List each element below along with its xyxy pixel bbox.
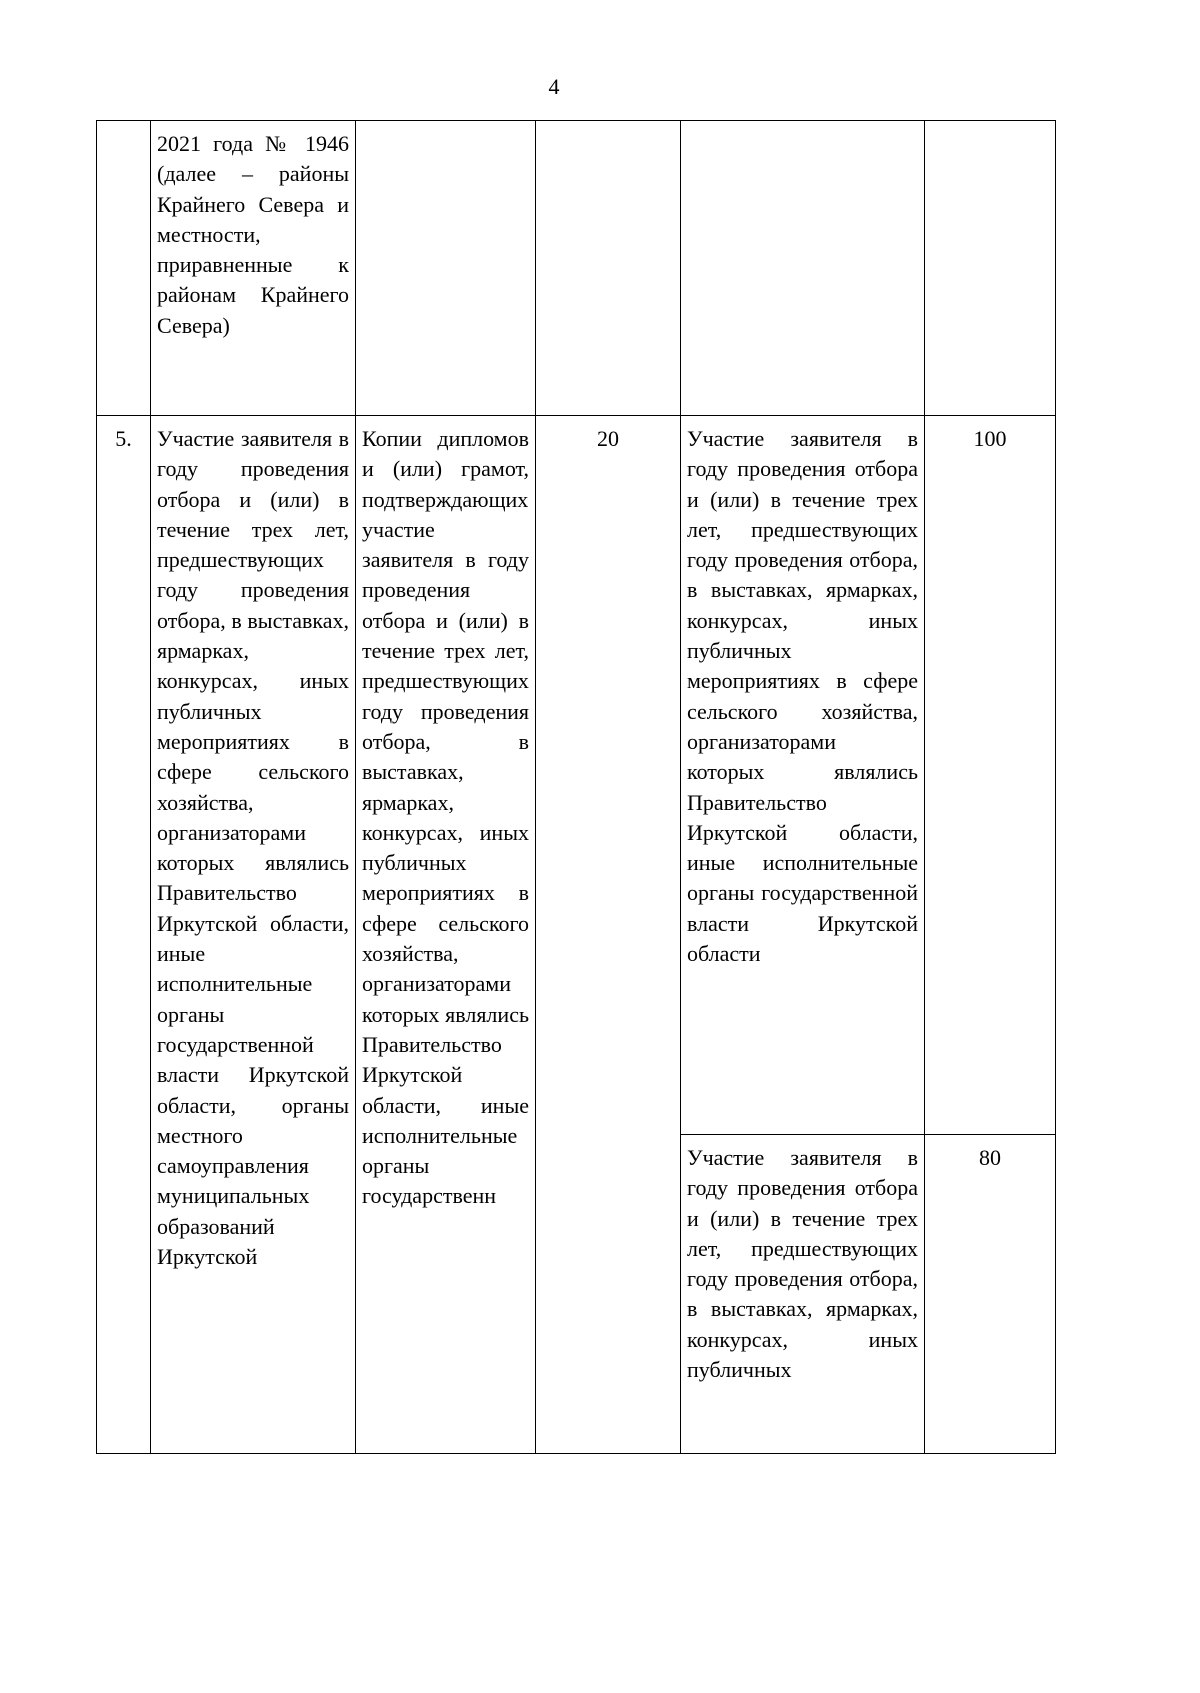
row-number-cell: 5.: [97, 416, 151, 1454]
page-number: 4: [548, 74, 560, 99]
criterion-cell: 2021 года № 1946 (далее – районы Крайнего Севера и местности, приравненные к районам Крайнего Севера): [151, 121, 356, 416]
row-number-cell: [97, 121, 151, 416]
score-cell: 80: [925, 1135, 1056, 1454]
weight-cell: 20: [536, 416, 681, 1454]
table-row-5: [97, 416, 1056, 1135]
documents-cell: Копии дипломов и (или) грамот, подтверждающих участие заявителя в году проведения отбора и (или) в течение трех лет, предшествующих году проведения отбора, в выставках, ярмарках, конкурсах, иных публичных мероприятиях в сфере сельского хозяйства, организаторами которых являлись Правительство Иркутской области, иные исполнительные органы государственн: [356, 416, 536, 1454]
score-cell: [925, 121, 1056, 416]
table-row-continuation: [97, 121, 1056, 416]
value-cell: Участие заявителя в году проведения отбора и (или) в течение трех лет, предшествующих году проведения отбора, в выставках, ярмарках, конкурсах, иных публичных: [681, 1135, 925, 1454]
documents-cell: [356, 121, 536, 416]
criteria-table: [96, 120, 1056, 1454]
value-cell: [681, 121, 925, 416]
weight-cell: [536, 121, 681, 416]
value-cell: Участие заявителя в году проведения отбора и (или) в течение трех лет, предшествующих году проведения отбора, в выставках, ярмарках, конкурсах, иных публичных мероприятиях в сфере сельского хозяйства, организаторами которых являлись Правительство Иркутской области, иные исполнительные органы государственной власти Иркутской области: [681, 416, 925, 1135]
criterion-cell: Участие заявителя в году проведения отбора и (или) в течение трех лет, предшествующих году проведения отбора, в выставках, ярмарках, конкурсах, иных публичных мероприятиях в сфере сельского хозяйства, организаторами которых являлись Правительство Иркутской области, иные исполнительные органы государственной власти Иркутской области, органы местного самоуправления муниципальных образований Иркутской: [151, 416, 356, 1454]
score-cell: 100: [925, 416, 1056, 1135]
